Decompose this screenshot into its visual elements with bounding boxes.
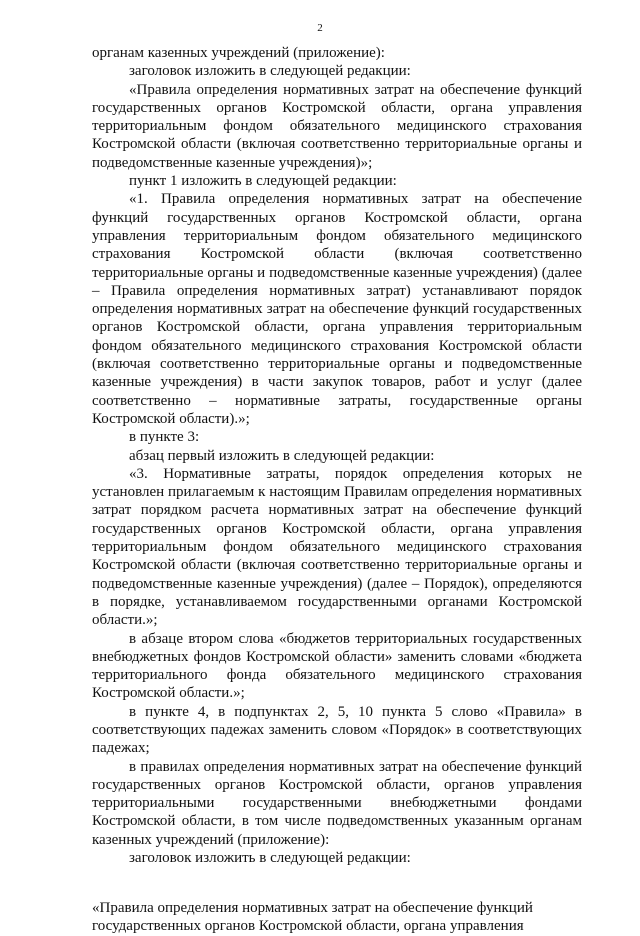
paragraph: в правилах определения нормативных затрат на обеспечение функций государственных органов Костромской области, органов управления территориальными государственными внебюджетными фондами Костромской области, в том числе подведомственных указанным органам казенных учреждений (приложение): [92, 758, 582, 848]
paragraph: в пункте 4, в подпунктах 2, 5, 10 пункта 5 слово «Правила» в соответствующих падежах заменить словом «Порядок» в соответствующих падежах; [92, 703, 582, 757]
paragraph: заголовок изложить в следующей редакции: [129, 63, 411, 80]
paragraph: «Правила определения нормативных затрат на обеспечение функций государственных органов Костромской области, органа управления территориальным фондом обязательного медицинского страхования Костромской области (включая соответственно территориальные органы и подведомственные казенные учреждения)»; [92, 81, 582, 171]
paragraph: пункт 1 изложить в следующей редакции: [129, 173, 397, 190]
page-number: 2 [317, 22, 323, 34]
document-body [92, 44, 582, 867]
paragraph: заголовок изложить в следующей редакции: [129, 850, 411, 867]
paragraph: «3. Нормативные затраты, порядок определения которых не установлен прилагаемым к настоящим Правилам определения нормативных затрат порядком расчета нормативных затрат на обеспечение функций государственных органов Костромской области, органа управления территориальным фондом обязательного медицинского страхования Костромской области (включая соответственно территориальные органы и подведомственные казенные учреждения) (далее – Порядок), определяются в порядке, устанавливаемом государственными органами Костромской области.»; [92, 465, 582, 629]
paragraph: «1. Правила определения нормативных затрат на обеспечение функций государственных органов Костромской области, органа управления территориальным фондом обязательного медицинского страхования Костромской области (включая соответственно территориальные органы и подведомственные казенные учреждения) (далее – Правила определения нормативных затрат) устанавливают порядок определения нормативных затрат на обеспечение функций государственных органов Костромской области, органа управления территориальным фондом обязательного медицинского страхования Костромской области (включая соответственно территориальные органы и подведомственные казенные учреждения) в части закупок товаров, работ и услуг (далее соответственно – нормативные затраты, государственные органы Костромской области).»; [92, 191, 582, 427]
paragraph: в абзаце втором слова «бюджетов территориальных государственных внебюджетных фондов Костромской области» заменить словами «бюджета территориального фонда обязательного медицинского страхования Костромской области.»; [92, 630, 582, 702]
paragraph: абзац первый изложить в следующей редакции: [129, 447, 435, 464]
cutoff-text-line [92, 890, 582, 935]
paragraph: органам казенных учреждений (приложение): [92, 45, 385, 61]
cutoff-text: «Правила определения нормативных затрат на обеспечение функций государственных органов Костромской области, органа управления [92, 900, 533, 935]
paragraph: в пункте 3: [129, 429, 200, 446]
